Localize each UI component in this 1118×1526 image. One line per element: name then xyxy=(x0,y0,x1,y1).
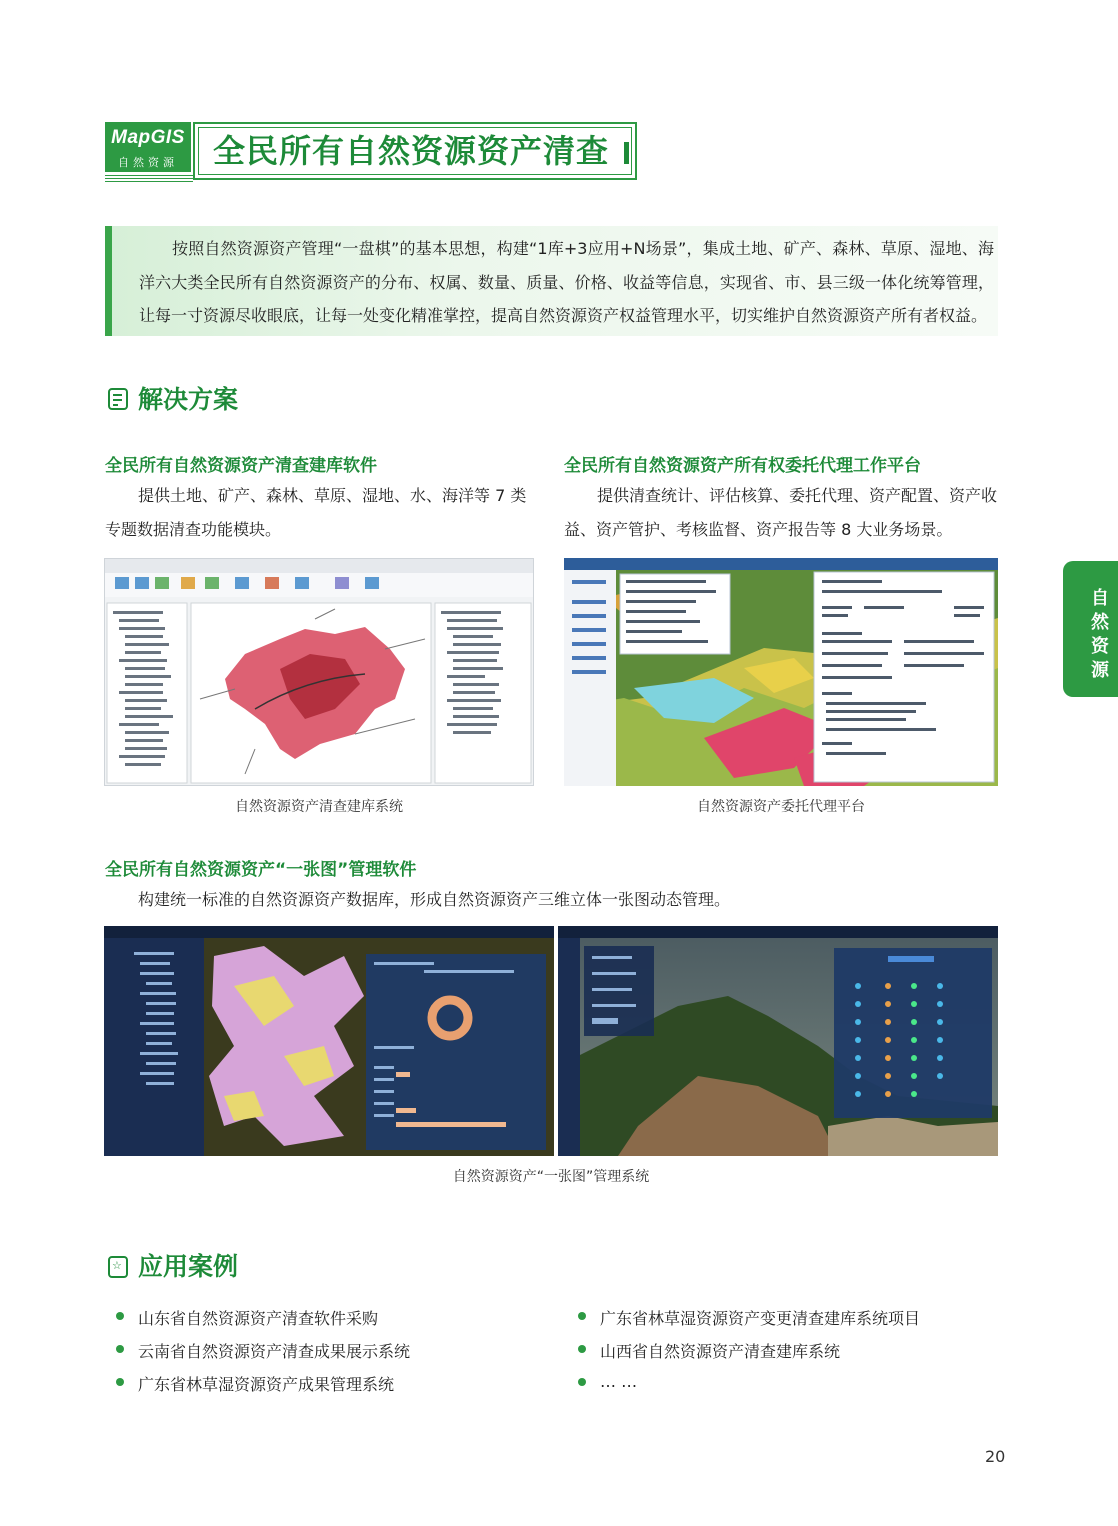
cases-heading: 应用案例 xyxy=(138,1252,239,1281)
bullet-icon xyxy=(116,1345,124,1353)
mapgis-logo xyxy=(105,122,193,182)
bullet-icon xyxy=(116,1378,124,1386)
inventory-system-preview xyxy=(105,559,534,786)
intro-panel xyxy=(105,226,998,336)
proxy-platform-preview xyxy=(564,558,998,786)
screenshot-onemap-3d xyxy=(558,926,998,1156)
intro-text: 按照自然资源资产管理“一盘棋”的基本思想，构建“1库+3应用+N场景”，集成土地、矿产、森林、草原、湿地、海洋六大类全民所有自然资源资产的分布、权属、数量、质量、价格、收益等信息，实现省、市、县三级一体化统筹管理，让每一寸资源尽收眼底，让每一处变化精准掌控，提高自然资源资产权益管理水平，切实维护自然资源资产所有者权益。 xyxy=(139,239,994,325)
caption-proxy-platform: 自然资源资产委托代理平台 xyxy=(697,799,865,815)
bullet-icon xyxy=(116,1312,124,1320)
page-title: 全民所有自然资源资产清查 xyxy=(213,132,610,170)
page-number: 20 xyxy=(985,1447,1006,1466)
solution-title-left: 全民所有自然资源资产清查建库软件 xyxy=(105,456,377,476)
bullet-icon xyxy=(578,1345,586,1353)
solutions-heading: 解决方案 xyxy=(138,385,239,414)
solution-desc-left: 提供土地、矿产、森林、草原、湿地、水、海洋等 7 类专题数据清查功能模块。 xyxy=(105,486,527,539)
screenshot-inventory-system xyxy=(104,558,534,786)
intro-accent-bar xyxy=(105,226,112,336)
case-item: 广东省林草湿资源资产成果管理系统 xyxy=(138,1375,395,1394)
logo-stripes xyxy=(105,174,193,182)
case-item: 山西省自然资源资产清查建库系统 xyxy=(600,1342,841,1361)
case-item: 广东省林草湿资源资产变更清查建库系统项目 xyxy=(600,1309,921,1328)
case-item: 云南省自然资源资产清查成果展示系统 xyxy=(138,1342,411,1361)
solution-title-bottom: 全民所有自然资源资产“一张图”管理软件 xyxy=(105,860,417,880)
solution-desc-right: 提供清查统计、评估核算、委托代理、资产配置、资产收益、资产管护、考核监督、资产报告等 8 大业务场景。 xyxy=(564,486,998,539)
page-title-frame xyxy=(193,122,637,180)
title-accent-bar xyxy=(624,142,629,164)
document-icon xyxy=(108,388,128,410)
case-item: … … xyxy=(600,1372,638,1391)
side-tab: 自然资源 xyxy=(1063,561,1118,697)
case-item: 山东省自然资源资产清查软件采购 xyxy=(138,1309,379,1328)
bullet-icon xyxy=(578,1312,586,1320)
star-badge-icon: ☆ xyxy=(108,1256,128,1278)
solution-desc-bottom: 构建统一标准的自然资源资产数据库，形成自然资源资产三维立体一张图动态管理。 xyxy=(138,890,731,909)
solution-title-right: 全民所有自然资源资产所有权委托代理工作平台 xyxy=(564,456,921,476)
logo-wordmark: MapGIS xyxy=(105,122,191,154)
caption-inventory-system: 自然资源资产清查建库系统 xyxy=(235,799,403,815)
screenshot-proxy-platform xyxy=(564,558,998,786)
onemap-3d-preview xyxy=(558,926,998,1156)
logo-subtitle: 自然资源 xyxy=(105,154,191,172)
onemap-2d-preview xyxy=(104,926,554,1156)
bullet-icon xyxy=(578,1378,586,1386)
screenshot-onemap-2d xyxy=(104,926,554,1156)
caption-onemap: 自然资源资产“一张图”管理系统 xyxy=(452,1169,650,1185)
